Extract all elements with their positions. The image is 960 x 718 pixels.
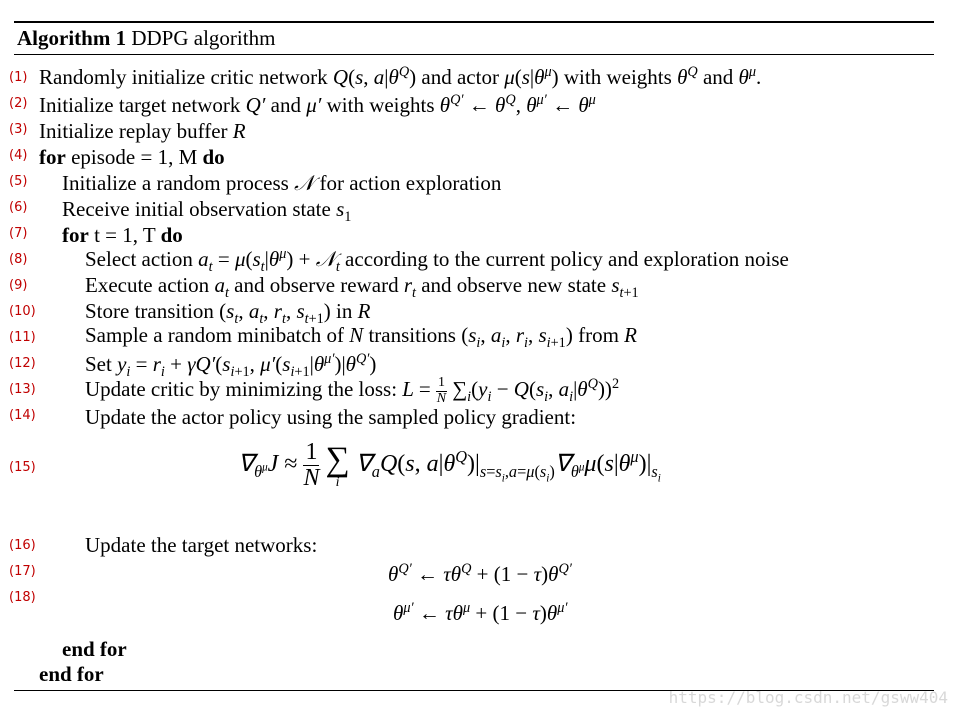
step-5 — [62, 171, 501, 195]
step-13-math: L = $\frac{1}{N}$ $\sum_i(y_i - Q(s_i$, $a_i|\theta^Q))^2$ — [402, 375, 620, 406]
step-16 — [85, 533, 317, 557]
step-3 — [39, 119, 246, 143]
line-number: (15) — [9, 460, 36, 475]
step-3-text-a: Initialize replay buffer — [39, 119, 228, 143]
keyword-do: do — [160, 223, 183, 247]
step-10-text-b: in — [336, 299, 353, 323]
target-update-critic-equation: $\theta^{Q'}$ ← $\tau\theta^Q + (1 - \tau)\theta^{Q'}$ — [388, 561, 572, 586]
line-number: (3) — [9, 122, 28, 137]
watermark: https://blog.csdn.net/gsww404 — [668, 688, 948, 707]
step-16-text-a: Update the target networks: — [85, 533, 318, 557]
step-1-text-d: and — [702, 65, 734, 89]
step-5-text-a: Initialize a random process — [62, 171, 289, 195]
algorithm-name: DDPG algorithm — [131, 26, 276, 50]
step-10-text-a: Store transition — [85, 299, 214, 323]
step-9-text-c: and observe new state — [421, 273, 607, 297]
step-6 — [62, 197, 352, 226]
step-10-math: R — [357, 299, 371, 323]
step-8 — [85, 246, 789, 276]
step-1-math: $\theta^Q$ — [677, 64, 698, 89]
step-11-text-a: Sample a random minibatch of — [85, 323, 344, 347]
step-1-math: $\theta^\mu$ — [738, 64, 757, 89]
step-11-text-b: transitions — [368, 323, 456, 347]
step-1-math: Q(s, $a|\theta^Q$) — [332, 64, 417, 89]
keyword-do: do — [202, 145, 225, 169]
step-13-text-a: Update critic by minimizing the loss: — [85, 377, 398, 401]
step-11-text-c: from — [578, 323, 619, 347]
line-number: (12) — [9, 356, 36, 371]
step-9-text-b: and observe reward — [234, 273, 399, 297]
step-2-text-c: with weights — [326, 93, 435, 117]
step-9-math: $s_{t+1}$ — [611, 273, 639, 302]
step-9 — [85, 273, 639, 302]
line-number: (6) — [9, 200, 28, 215]
step-1-text-b: and actor — [421, 65, 499, 89]
step-2-math: Q′ — [245, 93, 266, 117]
step-3-math: R — [232, 119, 246, 143]
step-6-text-a: Receive initial observation state — [62, 197, 331, 221]
step-11-math: R — [624, 323, 637, 347]
step-14 — [85, 405, 576, 429]
step-12-text-a: Set — [85, 352, 112, 376]
keyword-for: for — [62, 223, 89, 247]
step-9-text-a: Execute action — [85, 273, 210, 297]
step-2 — [39, 93, 596, 117]
line-number: (10) — [9, 304, 36, 319]
step-2-text-a: Initialize target network — [39, 93, 241, 117]
line-number: (1) — [9, 70, 28, 85]
step-1-math: $\mu(s|\theta^\mu)$ — [504, 64, 559, 89]
step-5-math: 𝒩 — [294, 171, 315, 195]
step-6-math: $s_1$ — [336, 197, 352, 226]
step-2-math: μ′ — [306, 93, 322, 117]
line-number: (4) — [9, 148, 28, 163]
step-12-math: $y_i = r_i + \gamma Q'(s_{i+1}$, $\mu'(s_{i+1}|\theta^{\mu'})|\theta^{Q'}$) — [117, 351, 377, 381]
step-1: Randomly initialize critic network Q(s, $a|\theta^Q$) and actor $\mu(s|\theta^\mu)$ with weights $\theta^Q$ and $\theta^\mu$. — [39, 64, 762, 89]
step-8-math: $a_t = \mu(s_t|\theta^\mu)$ + 𝒩$_t$ — [198, 246, 340, 276]
end-for-outer: end for — [39, 662, 104, 686]
step-9-math: $r_t$ — [403, 273, 416, 302]
step-11-math: N — [349, 323, 364, 347]
step-10 — [85, 299, 371, 328]
step-2-math: $\theta^{Q'}$ ← $\theta^Q$, $\theta^{\mu'}$ ← $\theta^\mu$ — [439, 92, 596, 117]
step-8-text-a: Select action — [85, 247, 193, 271]
step-10-math: ($s_t$, $a_t$, $r_t$, $s_{t+1}$) — [219, 299, 331, 328]
header-rule — [14, 54, 934, 55]
step-13 — [85, 376, 619, 406]
target-update-actor-equation: $\theta^{\mu'}$ ← $\tau\theta^\mu + (1 - \tau)\theta^{\mu'}$ — [393, 600, 568, 625]
line-number: (8) — [9, 252, 28, 267]
step-2-text-b: and — [270, 93, 301, 117]
step-5-text-b: for action exploration — [319, 171, 502, 195]
line-number: (2) — [9, 96, 28, 111]
line-number: (11) — [9, 330, 36, 345]
step-8-text-b: according to the current policy and exploration noise — [345, 247, 789, 271]
algorithm-title — [17, 25, 275, 51]
top-rule — [14, 21, 934, 23]
line-number: (17) — [9, 564, 36, 579]
step-12 — [85, 351, 377, 381]
step-11 — [85, 323, 637, 352]
step-9-math: $a_t$ — [214, 273, 229, 302]
algorithm-label: Algorithm 1 — [17, 26, 127, 50]
line-number: (9) — [9, 278, 28, 293]
step-4-text: episode = 1, M — [71, 145, 198, 169]
step-7-text: t = 1, T — [94, 223, 156, 247]
step-14-text-a: Update the actor policy using the sampled policy gradient: — [85, 405, 577, 429]
line-number: (14) — [9, 408, 36, 423]
step-7 — [62, 223, 183, 247]
policy-gradient-equation: $\nabla_{\theta^\mu}J$ ≈ $\frac{1}{N}$ ∑ i $\nabla_aQ(s$, $a|\theta^Q)|_{s=s_i,a=\mu(s_i)}\nabla_{\theta^\mu}\mu(s|\theta^\mu)|_{s_i}$ — [238, 439, 661, 492]
step-1-text-a: Randomly initialize critic network — [39, 65, 328, 89]
line-number: (18) — [9, 590, 36, 605]
line-number: (13) — [9, 382, 36, 397]
step-4 — [39, 145, 225, 169]
line-number: (16) — [9, 538, 36, 553]
line-number: (7) — [9, 226, 28, 241]
keyword-for: for — [39, 145, 66, 169]
line-number: (5) — [9, 174, 28, 189]
end-for-inner: end for — [62, 637, 127, 661]
step-1-text-c: with weights — [563, 65, 672, 89]
step-11-math: ($s_i$, $a_i$, $r_i$, $s_{i+1}$) — [461, 323, 573, 352]
